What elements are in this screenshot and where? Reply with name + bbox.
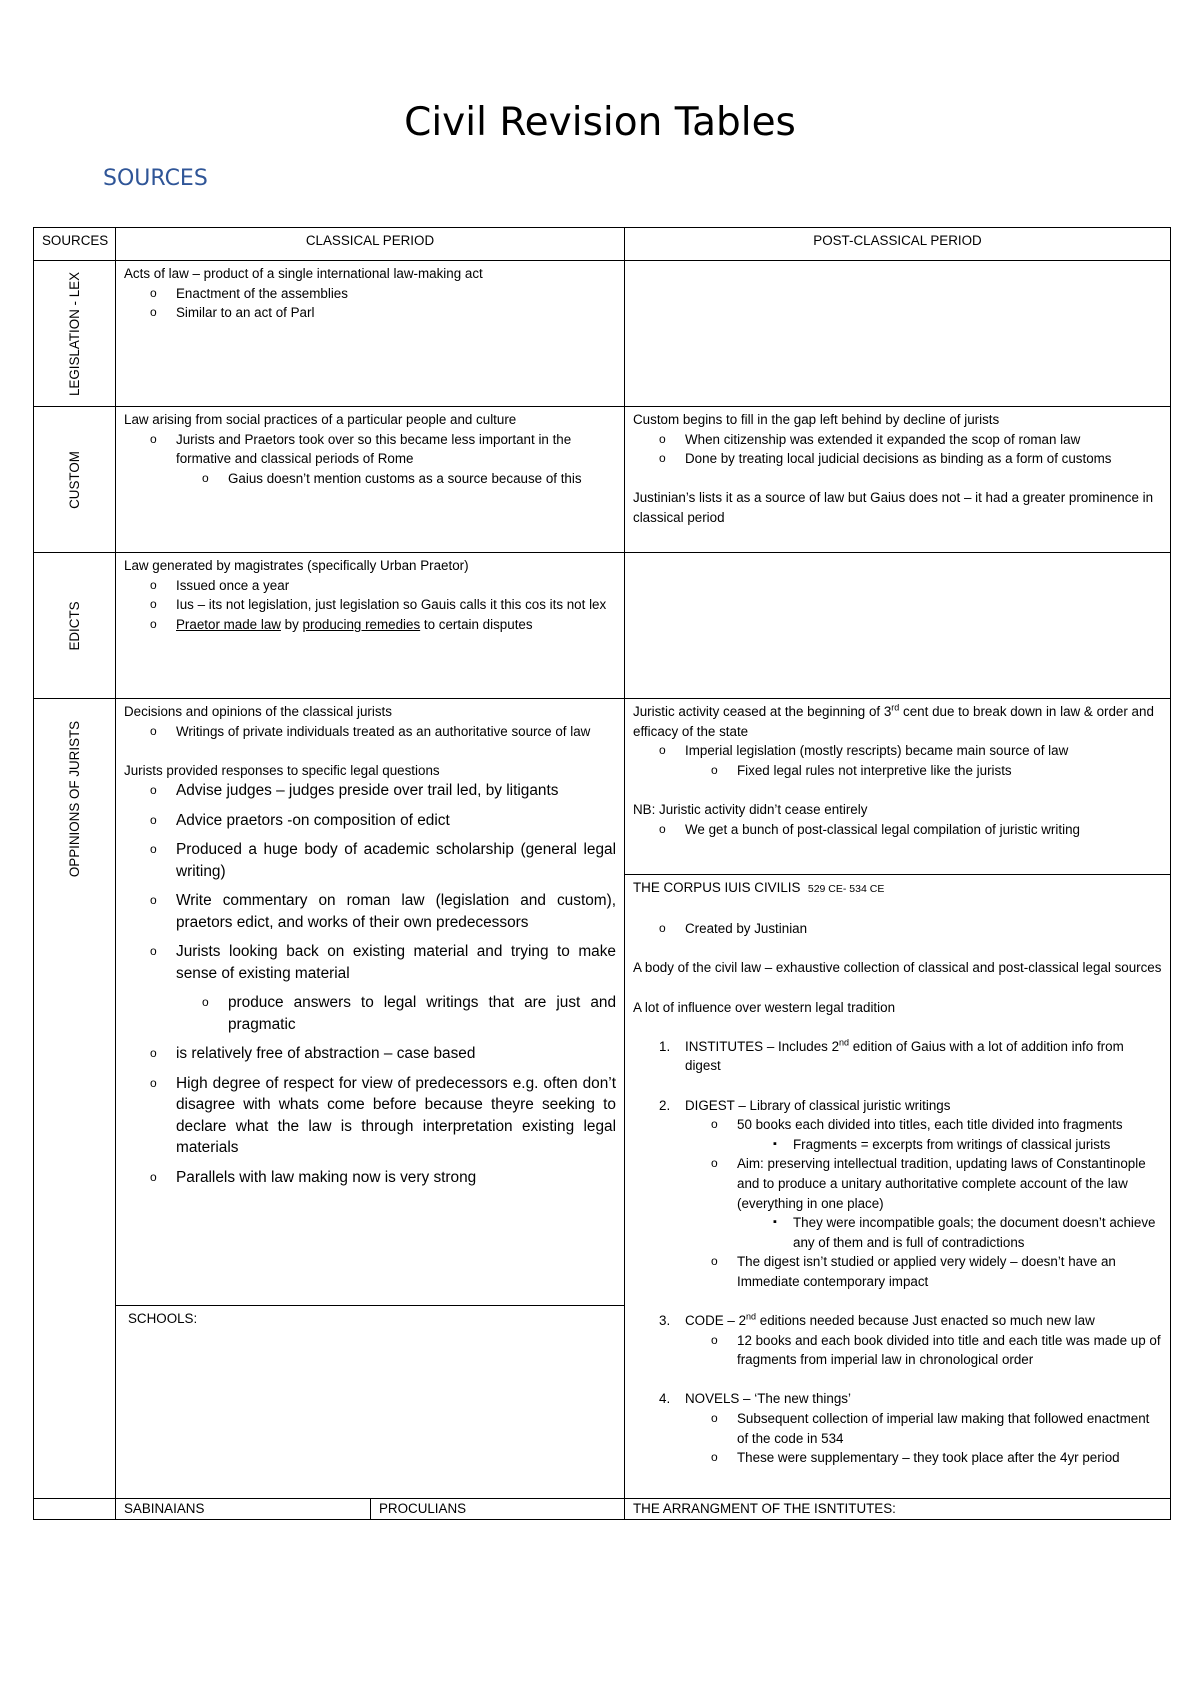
jurists-intro: Decisions and opinions of the classical jurists <box>124 704 392 719</box>
custom-post-note: Justinian’s lists it as a source of law but Gaius does not – it had a greater prominence in classical period <box>633 490 1154 525</box>
row-label-cell <box>34 261 116 407</box>
list-item: o Ius – its not legislation, just legislation so Gauis calls it this cos its not lex <box>124 595 616 615</box>
row-label-cell <box>34 1499 116 1520</box>
corpus-cell <box>625 875 1171 1499</box>
underlined-text: producing remedies <box>302 616 421 632</box>
numbered-item-digest <box>633 1096 1162 1116</box>
jurists-intro-2: Jurists provided responses to specific legal questions <box>124 762 440 778</box>
text-fragment: by <box>280 616 303 632</box>
text-fragment: NOVELS – ‘The new things’ <box>685 1391 851 1407</box>
sabinians-cell: SABINAIANS <box>116 1499 371 1520</box>
custom-intro: Law arising from social practices of a particular people and culture <box>124 412 517 427</box>
corpus-body: A body of the civil law – exhaustive collection of classical and post-classical legal sources <box>633 960 1162 976</box>
list-item: o Produced a huge body of academic scholarship (general legal writing) <box>124 839 616 882</box>
list-item: o High degree of respect for view of predecessors e.g. often don’t disagree with whats come before because theyre seeking to declare what the law is through interpretation existing legal materials <box>124 1073 616 1159</box>
header-sources: SOURCES <box>34 228 116 261</box>
item-number: 3. <box>659 1313 671 1329</box>
list-item: o Aim: preserving intellectual tradition, updating laws of Constantinople and to produce a unitary authoritative complete account of the law (everything in one place) <box>633 1154 1162 1213</box>
list-item: o Parallels with law making now is very strong <box>124 1167 616 1189</box>
numbered-item-code <box>633 1311 1162 1331</box>
corpus-title-text: THE CORPUS IUIS CIVILIS <box>633 880 801 895</box>
proculians-cell: PROCULIANS <box>371 1499 625 1520</box>
schools-cell <box>116 1306 625 1499</box>
list-item: o Subsequent collection of imperial law making that followed enactment of the code in 534 <box>633 1409 1162 1448</box>
arrangement-cell: THE ARRANGMENT OF THE ISNTITUTES: <box>625 1499 1171 1520</box>
text-fragment: INSTITUTES – Includes 2 <box>685 1038 840 1054</box>
text-fragment: DIGEST – Library of classical juristic writings <box>685 1097 951 1113</box>
sources-table <box>33 227 1171 1520</box>
underlined-text: Praetor made law <box>176 616 281 632</box>
row-label-edicts: EDICTS <box>66 600 82 651</box>
custom-classical-cell <box>116 407 625 553</box>
list-item: o produce answers to legal writings that are just and pragmatic <box>124 992 616 1035</box>
row-label-cell <box>34 407 116 553</box>
list-item: o Gaius doesn’t mention customs as a source because of this <box>124 469 616 489</box>
row-label-custom: CUSTOM <box>66 450 82 509</box>
list-item: o Jurists looking back on existing material and trying to make sense of existing material <box>124 941 616 984</box>
section-heading: SOURCES <box>103 166 208 191</box>
text-fragment: edition of Gaius with a lot of addition info from digest <box>685 1038 1124 1074</box>
text-fragment: Juristic activity ceased at the beginning of 3 <box>633 704 892 719</box>
list-item: o The digest isn’t studied or applied very widely – doesn’t have an Immediate contemporary impact <box>633 1252 1162 1291</box>
row-label-cell <box>34 553 116 699</box>
legislation-post-cell <box>625 261 1171 407</box>
jurists-post-cell <box>625 699 1171 875</box>
page-title: Civil Revision Tables <box>404 100 796 145</box>
table-row-edicts <box>34 553 1171 699</box>
list-item: o Write commentary on roman law (legislation and custom), praetors edict, and works of their own predecessors <box>124 890 616 933</box>
list-item: o We get a bunch of post-classical legal compilation of juristic writing <box>633 820 1162 840</box>
legislation-classical-cell <box>116 261 625 407</box>
row-label-legislation: LEGISLATION - LEX <box>66 271 82 396</box>
row-label-jurists: OPPINIONS OF JURISTS <box>66 720 82 878</box>
legislation-intro: Acts of law – product of a single international law-making act <box>124 266 483 281</box>
jurists-post-intro <box>633 702 1162 741</box>
item-number: 4. <box>659 1391 671 1407</box>
list-item: ▪ Fragments = excerpts from writings of classical jurists <box>633 1135 1162 1155</box>
edicts-post-cell <box>625 553 1171 699</box>
corpus-dates: 529 CE- 534 CE <box>807 883 885 895</box>
edicts-intro: Law generated by magistrates (specifically Urban Praetor) <box>124 558 469 573</box>
list-item: o Enactment of the assemblies <box>124 284 616 304</box>
item-number: 1. <box>659 1038 671 1054</box>
custom-post-intro: Custom begins to fill in the gap left behind by decline of jurists <box>633 412 1000 427</box>
text-fragment: CODE – 2 <box>685 1313 747 1329</box>
text-fragment: to certain disputes <box>420 616 533 632</box>
header-post-classical: POST-CLASSICAL PERIOD <box>625 228 1171 261</box>
row-label-cell <box>34 699 116 1499</box>
list-item: o When citizenship was extended it expanded the scop of roman law <box>633 430 1162 450</box>
custom-post-cell <box>625 407 1171 553</box>
table-header-row <box>34 228 1171 261</box>
list-item: o 50 books each divided into titles, each title divided into fragments <box>633 1115 1162 1135</box>
table-row-jurists <box>34 699 1171 875</box>
list-item: o Done by treating local judicial decisions as binding as a form of customs <box>633 449 1162 469</box>
corpus-title <box>633 878 1162 900</box>
schools-title: SCHOOLS: <box>128 1311 198 1326</box>
corpus-influence: A lot of influence over western legal tradition <box>633 999 896 1015</box>
jurists-post-nb: NB: Juristic activity didn’t cease entirely <box>633 801 868 817</box>
list-item: o Jurists and Praetors took over so this became less important in the formative and classical periods of Rome <box>124 430 616 469</box>
table-row-legislation <box>34 261 1171 407</box>
list-item: o Similar to an act of Parl <box>124 303 616 323</box>
list-item: o Created by Justinian <box>633 919 1162 939</box>
edicts-classical-cell <box>116 553 625 699</box>
list-item <box>124 615 616 635</box>
header-classical: CLASSICAL PERIOD <box>116 228 625 261</box>
list-item: o Issued once a year <box>124 576 616 596</box>
list-item: o These were supplementary – they took place after the 4yr period <box>633 1448 1162 1468</box>
jurists-classical-cell <box>116 699 625 1306</box>
item-number: 2. <box>659 1097 671 1113</box>
table-row-schools-names <box>34 1499 1171 1520</box>
text-fragment: editions needed because Just enacted so much new law <box>756 1313 1095 1329</box>
superscript: rd <box>891 702 900 713</box>
numbered-item-institutes <box>633 1037 1162 1076</box>
table-row-custom <box>34 407 1171 553</box>
list-item: o 12 books and each book divided into title and each title was made up of fragments from imperial law in chronological order <box>633 1331 1162 1370</box>
superscript: nd <box>839 1037 850 1048</box>
list-item: o Advise judges – judges preside over trail led, by litigants <box>124 780 616 802</box>
numbered-item-novels <box>633 1389 1162 1409</box>
list-item: o Imperial legislation (mostly rescripts) became main source of law <box>633 741 1162 761</box>
list-item: o Fixed legal rules not interpretive like the jurists <box>633 761 1162 781</box>
text-fragment: cent due to break down in law & order and efficacy of the state <box>633 704 1154 739</box>
list-item: ▪ They were incompatible goals; the document doesn’t achieve any of them and is full of contradictions <box>633 1213 1162 1252</box>
list-item: o is relatively free of abstraction – case based <box>124 1043 616 1065</box>
superscript: nd <box>746 1311 757 1322</box>
list-item: o Writings of private individuals treated as an authoritative source of law <box>124 722 616 742</box>
list-item: o Advice praetors -on composition of edict <box>124 810 616 832</box>
